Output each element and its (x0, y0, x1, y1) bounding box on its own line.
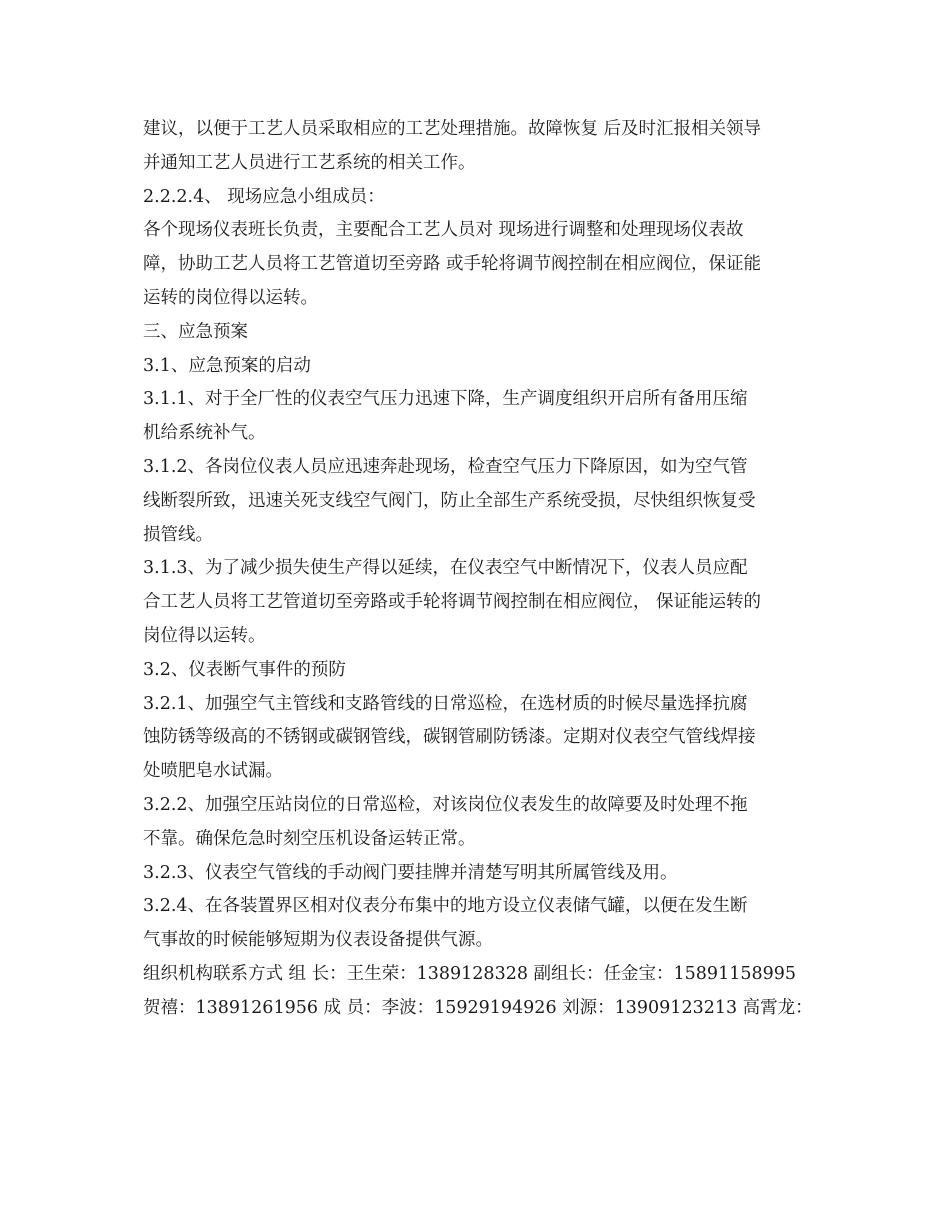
text-line: 3.2.2、加强空压站岗位的日常巡检，对该岗位仪表发生的故障要及时处理不拖 (143, 794, 748, 815)
section-heading: 2.2.2.4、 现场应急小组成员： (143, 186, 385, 207)
text-line: 3.1.2、各岗位仪表人员应迅速奔赴现场，检查空气压力下降原因，如为空气管 (143, 456, 748, 477)
text-line: 3.1.3、为了减少损失使生产得以延续，在仪表空气中断情况下，仪表人员应配 (143, 558, 748, 579)
text-line: 3.2.1、加强空气主管线和支路管线的日常巡检，在选材质的时候尽量选择抗腐 (143, 693, 748, 714)
section-heading: 3.2、仪表断气事件的预防 (143, 659, 346, 680)
text-line: 3.1.1、对于全厂性的仪表空气压力迅速下降，生产调度组织开启所有备用压缩 (143, 389, 748, 410)
text-line: 并通知工艺人员进行工艺系统的相关工作。 (143, 152, 476, 173)
text-line: 处喷肥皂水试漏。 (143, 761, 283, 782)
contact-line: 贺禧：13891261956 成 员：李波：15929194926 刘源：13909123213 高霄龙： (143, 997, 813, 1018)
text-line: 运转的岗位得以运转。 (143, 287, 318, 308)
text-line: 各个现场仪表班长负责，主要配合工艺人员对 现场进行调整和处理现场仪表故 (143, 220, 744, 241)
text-line: 合工艺人员将工艺管道切至旁路或手轮将调节阀控制在相应阀位， 保证能运转的 (143, 592, 762, 613)
text-line: 机给系统补气。 (143, 423, 266, 444)
text-line: 岗位得以运转。 (143, 625, 266, 646)
text-line: 线断裂所致，迅速关死支线空气阀门，防止全部生产系统受损，尽快组织恢复受 (143, 490, 756, 511)
text-line: 蚀防锈等级高的不锈钢或碳钢管线，碳钢管刷防锈漆。定期对仪表空气管线焊接 (143, 727, 756, 748)
document-body (143, 113, 813, 1026)
section-heading: 三、应急预案 (143, 321, 248, 342)
text-line: 障，协助工艺人员将工艺管道切至旁路 或手轮将调节阀控制在相应阀位，保证能 (143, 254, 762, 275)
text-line: 不靠。确保危急时刻空压机设备运转正常。 (143, 828, 476, 849)
text-line: 建议，以便于工艺人员采取相应的工艺处理措施。故障恢复 后及时汇报相关领导 (143, 119, 762, 139)
contact-line: 组织机构联系方式 组 长：王生荣：1389128328 副组长：任金宝：15891158995 (143, 963, 797, 984)
text-line: 3.2.3、仪表空气管线的手动阀门要挂牌并清楚写明其所属管线及用。 (143, 862, 678, 883)
text-line: 气事故的时候能够短期为仪表设备提供气源。 (143, 930, 493, 951)
text-line: 损管线。 (143, 524, 213, 545)
text-line: 3.2.4、在各装置界区相对仪表分布集中的地方设立仪表储气罐，以便在发生断 (143, 896, 748, 917)
section-heading: 3.1、应急预案的启动 (143, 355, 311, 376)
